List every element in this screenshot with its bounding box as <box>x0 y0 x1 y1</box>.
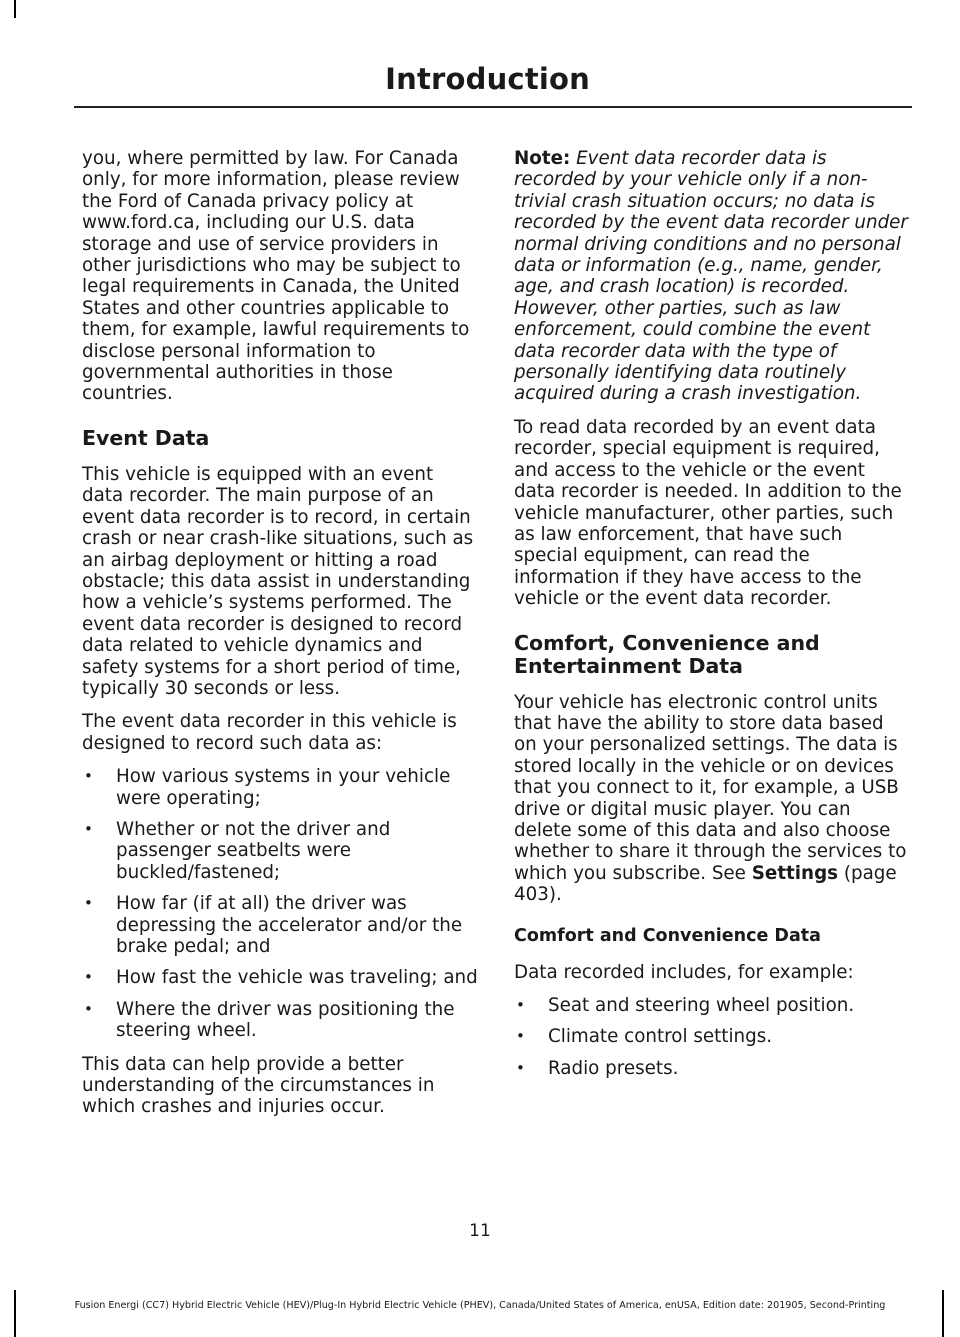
crop-mark-bottom-right <box>942 1290 944 1337</box>
paragraph-read-data: To read data recorded by an event data recorder, special equipment is required, and access to the vehicle or the event data recorder is needed. In addition to the vehicle manufacturer, other parties, such as law enforcement, that have such special equipment, can read the information if they have access to the vehicle or the event data recorder. <box>514 416 902 610</box>
list-item: • Climate control settings. <box>514 1026 910 1047</box>
heading-comfort-entertainment: Comfort, Convenience and Entertainment Data <box>514 630 820 678</box>
note-label: Note: <box>514 148 571 169</box>
comfort-data-list <box>514 995 910 1079</box>
list-item: • Where the driver was positioning the steering wheel. <box>82 999 478 1042</box>
page-number: 11 <box>469 1221 491 1241</box>
header-rule <box>74 106 912 108</box>
page-reference: (page 403). <box>514 862 897 906</box>
list-item: • How far (if at all) the driver was depressing the accelerator and/or the brake pedal; and <box>82 893 478 957</box>
right-column <box>514 148 910 1091</box>
paragraph-event-data-intro: This vehicle is equipped with an event data recorder. The main purpose of an event data recorder is to record, in certain crash or near crash-like situations, such as an airbag deployment or hitting a road obstacle; this data assist in understanding how a vehicle’s systems performed. The event data recorder is designed to record data related to vehicle dynamics and safety systems for a short period of time, typically 30 seconds or less. <box>82 463 474 699</box>
paragraph-personal-settings <box>514 692 910 906</box>
crop-mark-top-left <box>14 0 16 18</box>
paragraph-text: Your vehicle has electronic control units that have the ability to store data based on your personalized settings. The data is stored locally in the vehicle or on devices that you connect to it, for example, a USB drive or digital music player. You can delete some of this data and also choose whether to share it through the services to which you subscribe. See <box>514 691 907 884</box>
list-item: • Radio presets. <box>514 1058 910 1079</box>
paragraph-privacy: you, where permitted by law. For Canada only, for more information, please review the Ford of Canada privacy policy at www.ford.ca, including our U.S. data storage and use of service providers in other jurisdictions who may be subject to legal requirements in Canada, the United States and other countries applicable to them, for example, lawful requirements to disclose personal information to governmental authorities in those countries. <box>82 148 470 405</box>
left-column <box>82 148 478 1130</box>
list-item: • Whether or not the driver and passenger seatbelts were buckled/fastened; <box>82 819 478 883</box>
paragraph-data-recorded: Data recorded includes, for example: <box>514 961 854 983</box>
heading-event-data: Event Data <box>82 425 210 450</box>
note-paragraph <box>514 148 910 405</box>
paragraph-event-data-record: The event data recorder in this vehicle is designed to record such data as: <box>82 711 457 754</box>
crop-mark-bottom-left <box>14 1290 16 1337</box>
list-item: • Seat and steering wheel position. <box>514 995 910 1016</box>
settings-link[interactable]: Settings <box>751 862 839 884</box>
page-title: Introduction <box>385 62 590 96</box>
heading-comfort-convenience: Comfort and Convenience Data <box>514 925 821 946</box>
note-text: Event data recorder data is recorded by your vehicle only if a non-trivial crash situation occurs; no data is recorded by the event data recorder under normal driving conditions and no personal data or information (e.g., name, gender, age, and crash location) is recorded. However, other parties, such as law enforcement, could combine the event data recorder data with the type of personally identifying data routinely acquired during a crash investigation. <box>514 148 908 405</box>
footer-text: Fusion Energi (CC7) Hybrid Electric Vehicle (HEV)/Plug-In Hybrid Electric Vehicle (PHEV), Canada/United States of America, enUSA, Edition date: 201905, Second-Printing <box>74 1300 886 1311</box>
list-item: • How fast the vehicle was traveling; and <box>82 967 478 988</box>
event-data-list <box>82 766 478 1041</box>
list-item: • How various systems in your vehicle were operating; <box>82 766 478 809</box>
paragraph-event-data-purpose: This data can help provide a better understanding of the circumstances in which crashes and injuries occur. <box>82 1053 435 1118</box>
